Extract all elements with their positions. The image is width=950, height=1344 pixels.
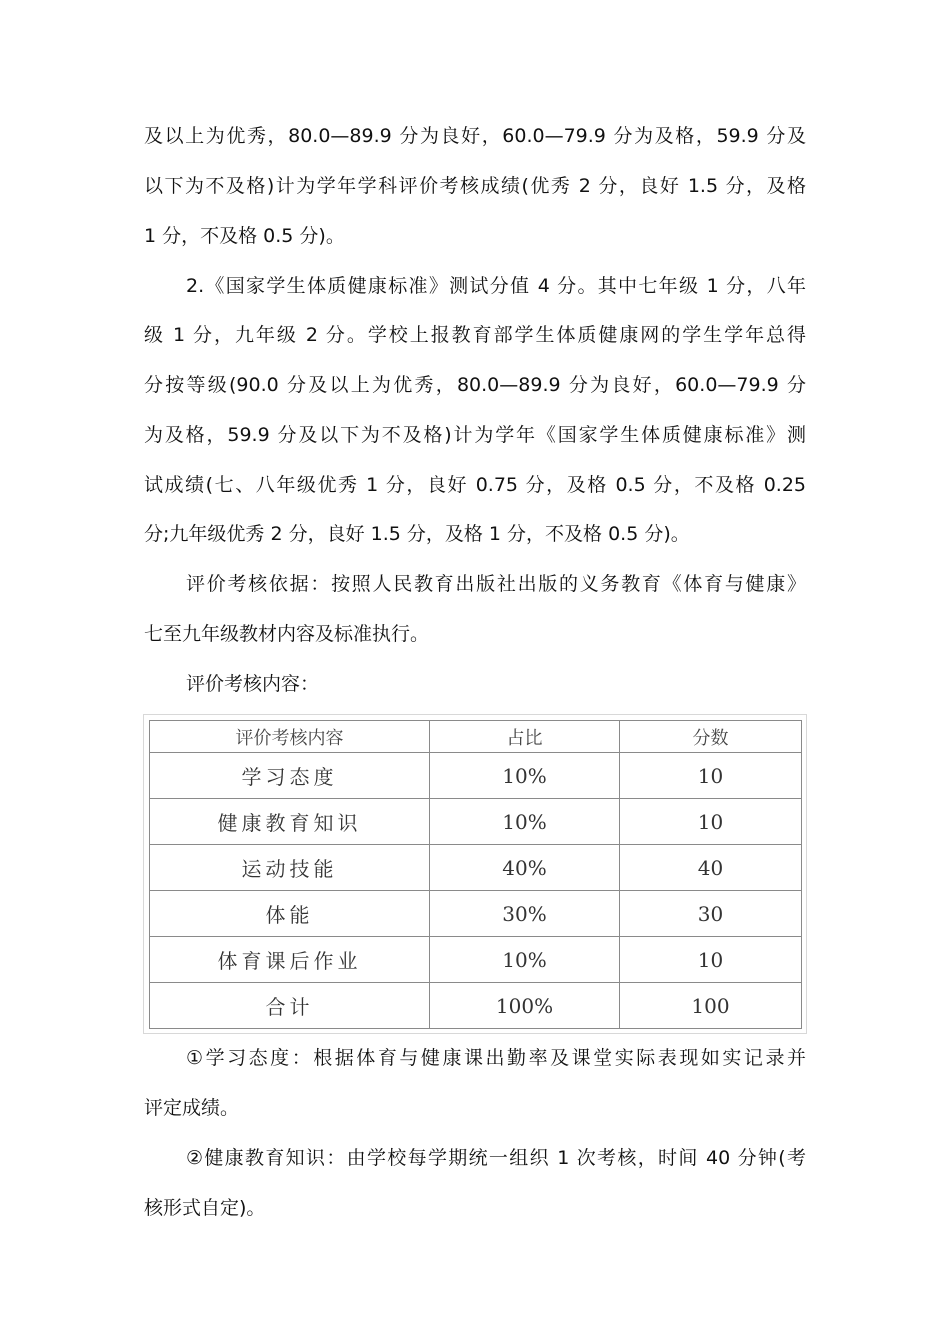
text-line: 级 1 分，九年级 2 分。学校上报教育部学生体质健康网的学生学年总得: [144, 324, 806, 346]
table-cell-item: 运动技能: [150, 845, 430, 891]
text-line: 为及格，59.9 分及以下为不及格)计为学年《国家学生体质健康标准》测: [144, 424, 806, 446]
table-cell-score: 10: [620, 937, 802, 983]
text-line: 评价考核内容：: [186, 673, 320, 695]
table-cell-score: 40: [620, 845, 802, 891]
table-cell-ratio: 10%: [430, 937, 620, 983]
table-row: [150, 891, 802, 937]
table-cell-ratio: 10%: [430, 753, 620, 799]
text-line: 分;九年级优秀 2 分，良好 1.5 分，及格 1 分，不及格 0.5 分)。: [144, 523, 690, 545]
table-row: [150, 799, 802, 845]
table-cell-ratio: 10%: [430, 799, 620, 845]
table-cell-score: 100: [620, 983, 802, 1029]
text-line: 2.《国家学生体质健康标准》测试分值 4 分。其中七年级 1 分，八年: [186, 275, 806, 297]
text-line: 及以上为优秀，80.0—89.9 分为良好，60.0—79.9 分为及格，59.9 分及: [144, 125, 806, 147]
text-line: 试成绩(七、八年级优秀 1 分，良好 0.75 分，及格 0.5 分，不及格 0.25: [144, 474, 806, 496]
text-line: 以下为不及格)计为学年学科评价考核成绩(优秀 2 分，良好 1.5 分，及格: [144, 175, 806, 197]
assessment-table: [149, 720, 802, 1029]
table-cell-item: 学习态度: [150, 753, 430, 799]
table-cell-item: 合计: [150, 983, 430, 1029]
table-cell-score: 10: [620, 799, 802, 845]
table-cell-item: 体能: [150, 891, 430, 937]
table-row: [150, 753, 802, 799]
table-cell-score: 10: [620, 753, 802, 799]
text-line: 评定成绩。: [144, 1097, 240, 1119]
table-header-cell: 占比: [430, 721, 620, 753]
table-cell-item: 体育课后作业: [150, 937, 430, 983]
text-line: ②健康教育知识：由学校每学期统一组织 1 次考核，时间 40 分钟(考: [186, 1147, 806, 1169]
table-header-row: [150, 721, 802, 753]
text-line: 核形式自定)。: [144, 1197, 266, 1219]
text-line: 分按等级(90.0 分及以上为优秀，80.0—89.9 分为良好，60.0—79.9 分: [144, 374, 806, 396]
table-cell-ratio: 40%: [430, 845, 620, 891]
table-row-total: [150, 983, 802, 1029]
text-line: ①学习态度：根据体育与健康课出勤率及课堂实际表现如实记录并: [186, 1047, 806, 1069]
table-cell-score: 30: [620, 891, 802, 937]
table-cell-ratio: 30%: [430, 891, 620, 937]
table-header-cell: 评价考核内容: [150, 721, 430, 753]
table-row: [150, 937, 802, 983]
table-header-cell: 分数: [620, 721, 802, 753]
table-cell-ratio: 100%: [430, 983, 620, 1029]
text-line: 七至九年级教材内容及标准执行。: [144, 623, 430, 645]
table-cell-item: 健康教育知识: [150, 799, 430, 845]
text-line: 评价考核依据：按照人民教育出版社出版的义务教育《体育与健康》: [186, 573, 806, 595]
table-row: [150, 845, 802, 891]
text-line: 1 分，不及格 0.5 分)。: [144, 225, 345, 247]
